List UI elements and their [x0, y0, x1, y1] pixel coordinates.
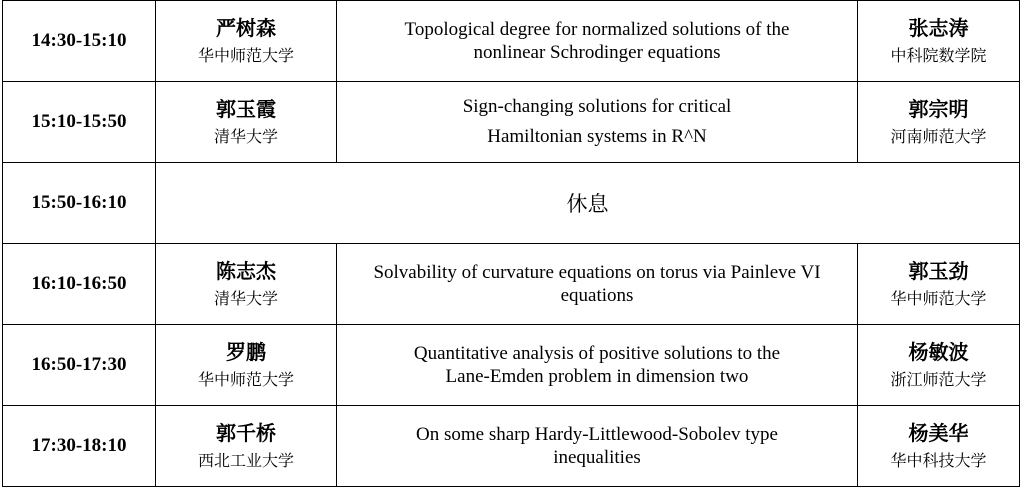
talk-title-cell: [337, 244, 858, 325]
talk-title-line: Lane-Emden problem in dimension two: [445, 366, 749, 387]
table-row: [3, 1, 1020, 82]
time-slot: 15:50-16:10: [3, 163, 156, 244]
talk-title-cell: [337, 1, 858, 82]
table-row: [3, 325, 1020, 406]
chair-name: 张志涛: [908, 16, 969, 40]
speaker-affiliation: 清华大学: [213, 289, 278, 308]
table-row: [3, 244, 1020, 325]
talk-title-line: On some sharp Hardy-Littlewood-Sobolev type: [416, 424, 778, 445]
speaker-cell: [156, 1, 337, 82]
chair-cell: [858, 325, 1020, 406]
table-row: [3, 163, 1020, 244]
chair-name: 郭玉劲: [908, 259, 969, 283]
chair-name: 郭宗明: [908, 97, 969, 121]
speaker-name: 郭玉霞: [216, 97, 276, 121]
chair-name: 杨敏波: [908, 340, 969, 364]
chair-affiliation: 浙江师范大学: [890, 370, 987, 389]
speaker-affiliation: 华中师范大学: [197, 370, 294, 389]
speaker-cell: [156, 244, 337, 325]
speaker-name: 陈志杰: [216, 259, 276, 283]
speaker-name: 罗鹏: [226, 340, 266, 364]
table-row: [3, 406, 1020, 487]
chair-affiliation: 华中科技大学: [890, 451, 987, 470]
chair-cell: [858, 1, 1020, 82]
speaker-cell: [156, 406, 337, 487]
chair-affiliation: 华中师范大学: [890, 289, 987, 308]
talk-title-cell: [337, 325, 858, 406]
chair-affiliation: 河南师范大学: [890, 127, 987, 146]
schedule-table: [2, 0, 1020, 487]
chair-cell: [858, 406, 1020, 487]
talk-title-line: Topological degree for normalized solutions of the: [404, 19, 790, 40]
table-row: [3, 82, 1020, 163]
speaker-name: 郭千桥: [216, 421, 276, 445]
time-slot: 17:30-18:10: [3, 406, 156, 487]
chair-name: 杨美华: [908, 421, 969, 445]
speaker-cell: [156, 82, 337, 163]
speaker-cell: [156, 325, 337, 406]
talk-title-line: equations: [560, 285, 634, 306]
time-slot: 14:30-15:10: [3, 1, 156, 82]
talk-title-cell: [337, 82, 858, 163]
talk-title-cell: [337, 406, 858, 487]
speaker-affiliation: 西北工业大学: [197, 451, 294, 470]
speaker-affiliation: 清华大学: [213, 127, 278, 146]
speaker-name: 严树森: [216, 16, 276, 40]
break-label: 休息: [156, 163, 1020, 244]
speaker-affiliation: 华中师范大学: [197, 46, 294, 65]
chair-affiliation: 中科院数学院: [890, 46, 987, 65]
talk-title-line: Quantitative analysis of positive solutions to the: [413, 343, 781, 364]
talk-title-line: inequalities: [553, 447, 641, 468]
time-slot: 16:10-16:50: [3, 244, 156, 325]
talk-title-line: Hamiltonian systems in R^N: [487, 126, 707, 147]
chair-cell: [858, 82, 1020, 163]
chair-cell: [858, 244, 1020, 325]
talk-title-line: nonlinear Schrodinger equations: [473, 42, 721, 63]
talk-title-line: Solvability of curvature equations on torus via Painleve VI: [373, 262, 821, 283]
time-slot: 15:10-15:50: [3, 82, 156, 163]
talk-title-line: Sign-changing solutions for critical: [462, 96, 732, 117]
time-slot: 16:50-17:30: [3, 325, 156, 406]
